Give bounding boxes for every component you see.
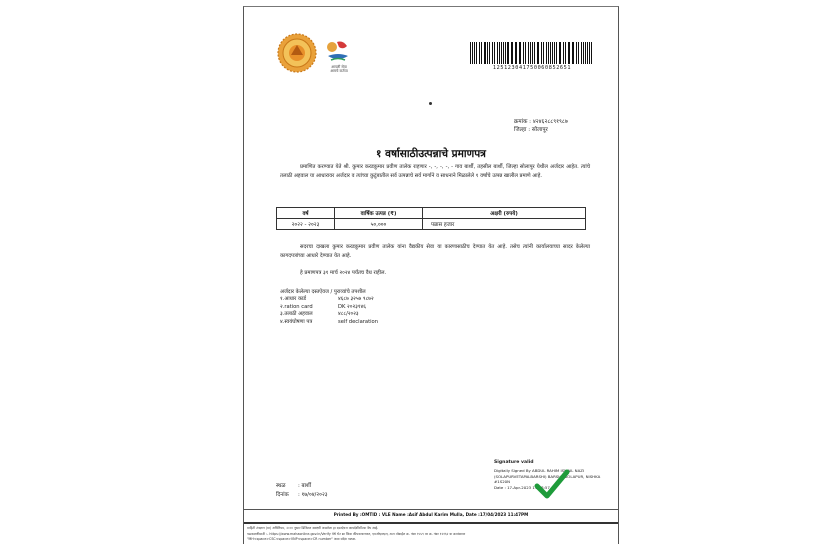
barcode-bar — [479, 42, 480, 64]
date-row — [276, 491, 328, 500]
barcode-bar — [525, 42, 526, 64]
signature-status: Signature valid — [494, 460, 534, 465]
intro-paragraph — [280, 163, 590, 180]
col-header-words: अक्षरी (रुपये) — [423, 208, 586, 219]
date-label: दिनांक — [276, 492, 289, 498]
barcode-bar — [538, 42, 539, 64]
doc-value: ४८८/२०२३ — [338, 311, 359, 318]
list-item — [280, 296, 378, 304]
cell-year: २०२२ - २०२३ — [277, 219, 335, 230]
barcode-bar — [489, 42, 490, 64]
place-value: : बार्शी — [298, 483, 312, 489]
cell-income: ५०,००० — [335, 219, 423, 230]
income-table — [276, 207, 586, 230]
list-item — [280, 319, 378, 327]
certificate-number: क्रमांक : ४२४६२८८९१९८७ — [514, 119, 568, 125]
signature-line: #1S20N — [494, 479, 511, 485]
printed-by-line: Printed By :OMTID : VLE Name :Asif Abdul Karim Mulla, Date :17/04/2023 11:47PM — [244, 509, 618, 517]
cell-words: पन्नास हजार — [423, 219, 586, 230]
barcode-bar — [546, 42, 547, 64]
barcode-bar — [589, 42, 590, 64]
doc-label: २.ration card — [280, 303, 313, 310]
verification-footer — [244, 522, 618, 545]
doc-label: ४.स्वयंघोषणा पत्र — [280, 318, 313, 325]
signature-line: Digitally Signed By ABDUL RAHIM ISMAIL NAZI — [494, 468, 585, 474]
certificate-title: १ वर्षासाठीउत्पन्नाचे प्रमाणपत्र — [376, 148, 486, 160]
mark-dot — [429, 102, 432, 105]
col-header-income: वार्षिक उत्पन्न (₹) — [335, 208, 423, 219]
barcode — [470, 42, 594, 64]
signature-line: Date : 17-Apr-2023 11:18:57 — [494, 484, 550, 490]
purpose-text: सदरचा दाखला कुमार करडकुमार प्रवीण तालेक यांना वैद्यकीय सेवा या कारणासाठीच देण्यात येत आहे. तसेच त्यांनी कार्यालयाच्या सादर केलेल्या कागदपत्रांच्या आधारे देण्यात येत आहे. — [280, 244, 590, 259]
logo-caption: आपली सेवा आमचे कर्तव्य — [330, 65, 348, 74]
footer-line: माहिती तंत्रज्ञान (मा) अधिनियम, २००० नुसार डिजिटल स्वाक्षरी असलेला हा दस्तऐवज कायदेशीररित्या वैध आहे. — [247, 526, 379, 530]
barcode-bar — [476, 42, 477, 64]
validity-paragraph — [280, 269, 590, 278]
place-row — [276, 482, 328, 491]
barcode-bar — [470, 42, 471, 64]
list-item — [280, 311, 378, 319]
barcode-bar — [573, 42, 574, 64]
signature-valid-check-icon — [534, 467, 570, 503]
place-label: स्थळ — [276, 483, 286, 489]
barcode-bar — [501, 42, 502, 64]
district-label: जिल्हा : सोलापूर — [514, 127, 548, 133]
signature-line: (SOLAPURVETAPALBARSHI) BARSHI, SOLAPUR, NISHKA — [494, 473, 601, 479]
barcode-bar — [505, 42, 506, 64]
col-header-year: वर्ष — [277, 208, 335, 219]
footer-line: "MH<space>CSC<space>VNP<space>CR number" असा संदेश पाठवा. — [247, 537, 357, 542]
barcode-bar — [578, 42, 579, 64]
documents-list — [280, 296, 378, 326]
doc-label: ३.तलाठी अहवाल — [280, 311, 313, 318]
table-row — [277, 219, 586, 230]
state-emblem-icon — [277, 33, 317, 73]
barcode-bar — [554, 42, 555, 64]
income-table-header-row — [277, 208, 586, 219]
barcode-bar — [532, 42, 533, 64]
barcode-number: 125123041750060852651 — [492, 65, 572, 71]
barcode-bar — [585, 42, 586, 64]
doc-value: self declaration — [338, 318, 379, 325]
intro-text: प्रमाणित करण्यात येते श्री. कुमार करडकुमार प्रवीण तालेक राहणार -, -, -, -, - गाव बार्शी, तहसील बार्शी, जिल्हा सोलापूर येथील अर्जदार आहेत. त्यांचे तलाठी अहवाल या आधारावर अर्जदार व त्यांच्या कुटुंबातील सर्व उत्पन्नाचे सर्व मार्गाने व साधनाने मिळालेले १ वर्षाचे उत्पन्न खालील प्रमाणे आहे. — [280, 164, 590, 179]
documents-heading: अर्जदार केलेल्या दस्तऐवज / पुराव्यांचे तपशील — [280, 289, 366, 295]
barcode-bar — [507, 42, 508, 64]
certificate-document — [243, 6, 619, 544]
reference-block — [514, 118, 568, 134]
barcode-bar — [556, 42, 557, 64]
doc-value: ४६८७ ३२५७ ९८७२ — [338, 296, 374, 302]
barcode-bar — [563, 42, 564, 64]
barcode-bar — [494, 42, 495, 64]
barcode-bar — [487, 42, 488, 64]
doc-value: DK २०२३१४६ — [338, 303, 366, 310]
barcode-bar — [568, 42, 569, 64]
footer-line: पडताळणीसाठी :- https://www.mahaonline.gov.in/Verify येथे भेट द्या किंवा कीपवरकनकन, एमओएसएल, टाटा मोबाईल क्र. नंबर १५५९ वर क्र. नंबर १२१६२ या क्रमांकावर — [247, 531, 466, 536]
date-value: : १७/०४/२०२३ — [298, 492, 328, 498]
barcode-bar — [516, 42, 517, 64]
doc-label: १.आधार कार्ड — [280, 296, 307, 302]
place-date-block — [276, 482, 328, 500]
purpose-paragraph — [280, 243, 590, 260]
barcode-bar — [523, 42, 524, 64]
barcode-bar — [541, 42, 542, 64]
validity-text: हे प्रमाणपत्र ३१ मार्च २०२४ पर्यंतच वैध राहील. — [300, 270, 387, 276]
